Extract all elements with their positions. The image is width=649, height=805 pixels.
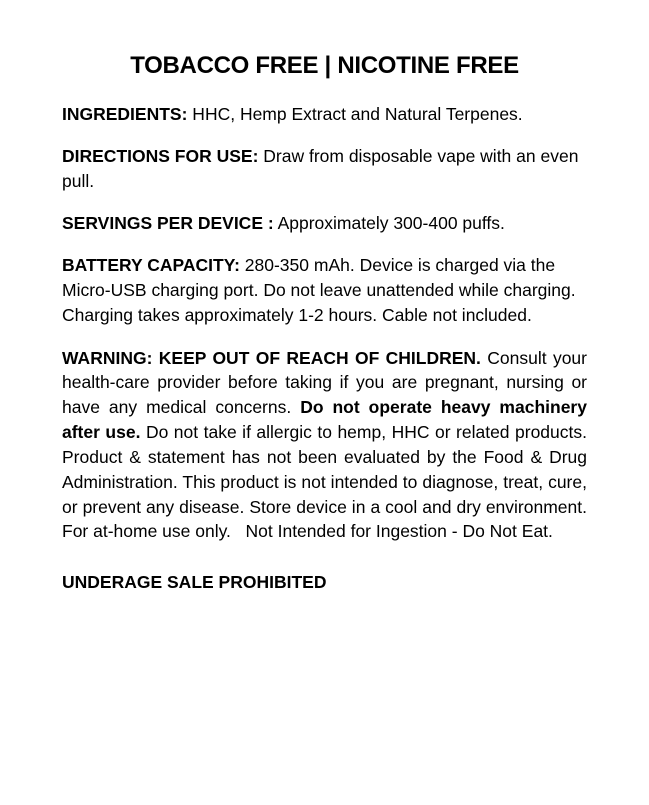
warning-text-part-2: Do not take if allergic to hemp, HHC or related products. Product & statement has not been evaluated by the Food & Drug Administration. This product is not intended to diagnose, treat, cure, or prevent any disease. Store device in a cool and dry environment. For at-home use only. Not Intended for Ingestion - Do Not Eat. (62, 422, 592, 542)
warning-section (62, 346, 592, 545)
servings-section (62, 211, 587, 236)
battery-section (62, 253, 587, 328)
warning-label: WARNING: (62, 347, 153, 368)
ingredients-label: INGREDIENTS: (62, 103, 188, 124)
ingredients-section (62, 102, 587, 127)
servings-label: SERVINGS PER DEVICE : (62, 213, 274, 234)
page-title: TOBACCO FREE | NICOTINE FREE (130, 52, 519, 79)
directions-label: DIRECTIONS FOR USE: (62, 145, 259, 166)
warning-headline: KEEP OUT OF REACH OF CHILDREN. (152, 347, 481, 368)
underage-sale-notice: UNDERAGE SALE PROHIBITED (62, 572, 327, 593)
warning-text-part-1: Consult your health-care provider before taking if you are pregnant, nursing or have any medical concerns. (62, 347, 592, 418)
battery-text: 280-350 mAh. Device is charged via the Micro-USB charging port. Do not leave unattended while charging. Charging takes approximately 1-2 hours. Cable not included. (62, 255, 581, 326)
servings-text: Approximately 300-400 puffs. (273, 213, 505, 234)
directions-section (62, 144, 587, 194)
battery-label: BATTERY CAPACITY: (62, 255, 240, 276)
directions-text: Draw from disposable vape with an even pull. (62, 145, 584, 191)
warning-machinery-bold: Do not operate heavy machinery after use. (62, 397, 587, 443)
ingredients-text: HHC, Hemp Extract and Natural Terpenes. (187, 103, 523, 124)
